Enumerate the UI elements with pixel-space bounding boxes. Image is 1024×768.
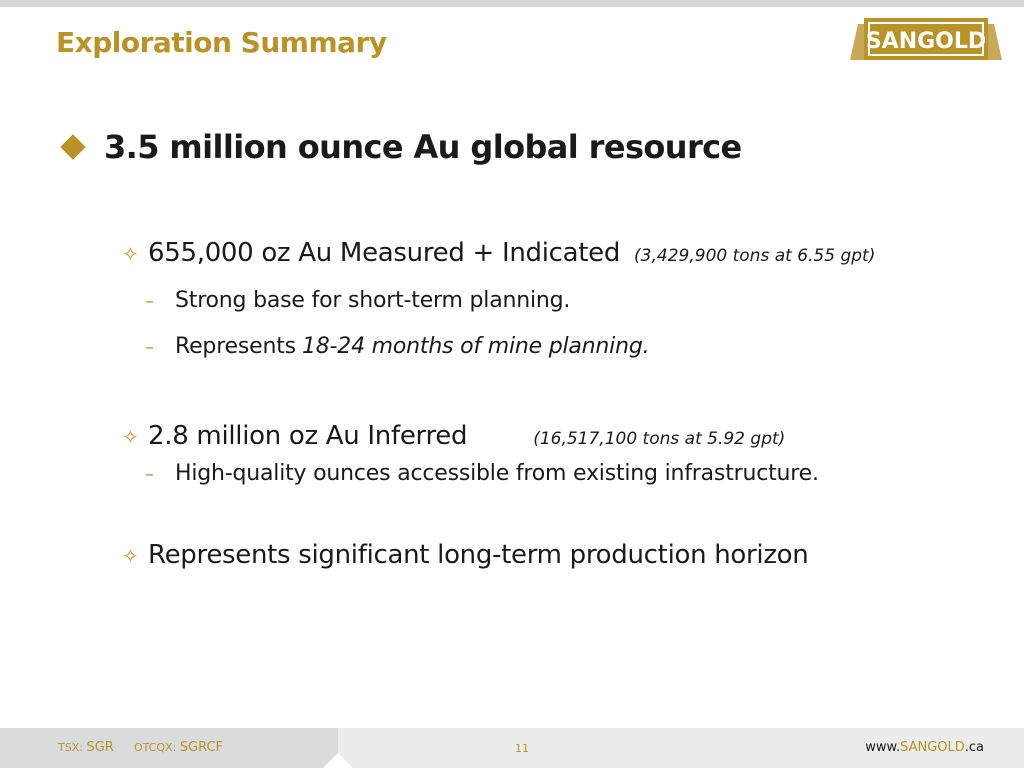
url-brand: SANGOLD	[900, 740, 965, 755]
page-number: 11	[515, 742, 529, 755]
main-bullet	[60, 128, 742, 166]
sub-bullet	[145, 288, 570, 313]
otcqx-label: OTCQX:	[133, 741, 180, 754]
sub-bullet-prefix: Represents	[175, 334, 296, 359]
dash-bullet-icon: –	[145, 291, 154, 312]
slide-title: Exploration Summary	[56, 26, 387, 59]
diamond-bullet-icon	[60, 134, 85, 159]
url-suffix: .ca	[964, 740, 984, 755]
bullet-measured-indicated	[122, 238, 875, 268]
tsx-symbol: SGR	[86, 740, 114, 755]
main-bullet-text: 3.5 million ounce Au global resource	[104, 128, 742, 166]
dash-bullet-icon: –	[145, 337, 154, 358]
footer-notch	[323, 753, 353, 768]
star-bullet-icon: ✧	[122, 425, 139, 449]
bullet-text: Represents significant long-term production horizon	[148, 540, 809, 570]
sub-bullet	[145, 334, 649, 359]
logo-text: SANGOLD	[865, 29, 987, 54]
sub-bullet-emphasis: 18-24 months of mine planning.	[301, 334, 650, 359]
star-bullet-icon: ✧	[122, 544, 139, 568]
sangold-logo	[850, 14, 1002, 66]
bullet-note: (16,517,100 tons at 5.92 gpt)	[533, 429, 786, 449]
bullet-text: 655,000 oz Au Measured + Indicated	[148, 238, 621, 268]
dash-bullet-icon: –	[145, 464, 154, 485]
sub-bullet-text: Strong base for short-term planning.	[175, 288, 571, 313]
bullet-note: (3,429,900 tons at 6.55 gpt)	[634, 246, 876, 266]
otcqx-symbol: SGRCF	[179, 740, 224, 755]
bullet-production-horizon	[122, 540, 808, 570]
footer-bar	[0, 728, 1024, 768]
top-border	[0, 0, 1024, 7]
bullet-text: 2.8 million oz Au Inferred	[148, 421, 468, 451]
tsx-label: TSX:	[58, 741, 87, 754]
stock-tickers	[58, 740, 239, 755]
sub-bullet-text: High-quality ounces accessible from existing infrastructure.	[175, 461, 819, 486]
star-bullet-icon: ✧	[122, 242, 139, 266]
bullet-inferred	[122, 421, 785, 451]
website-link[interactable]	[865, 740, 984, 755]
sub-bullet	[145, 461, 819, 486]
url-prefix: www.	[865, 740, 901, 755]
